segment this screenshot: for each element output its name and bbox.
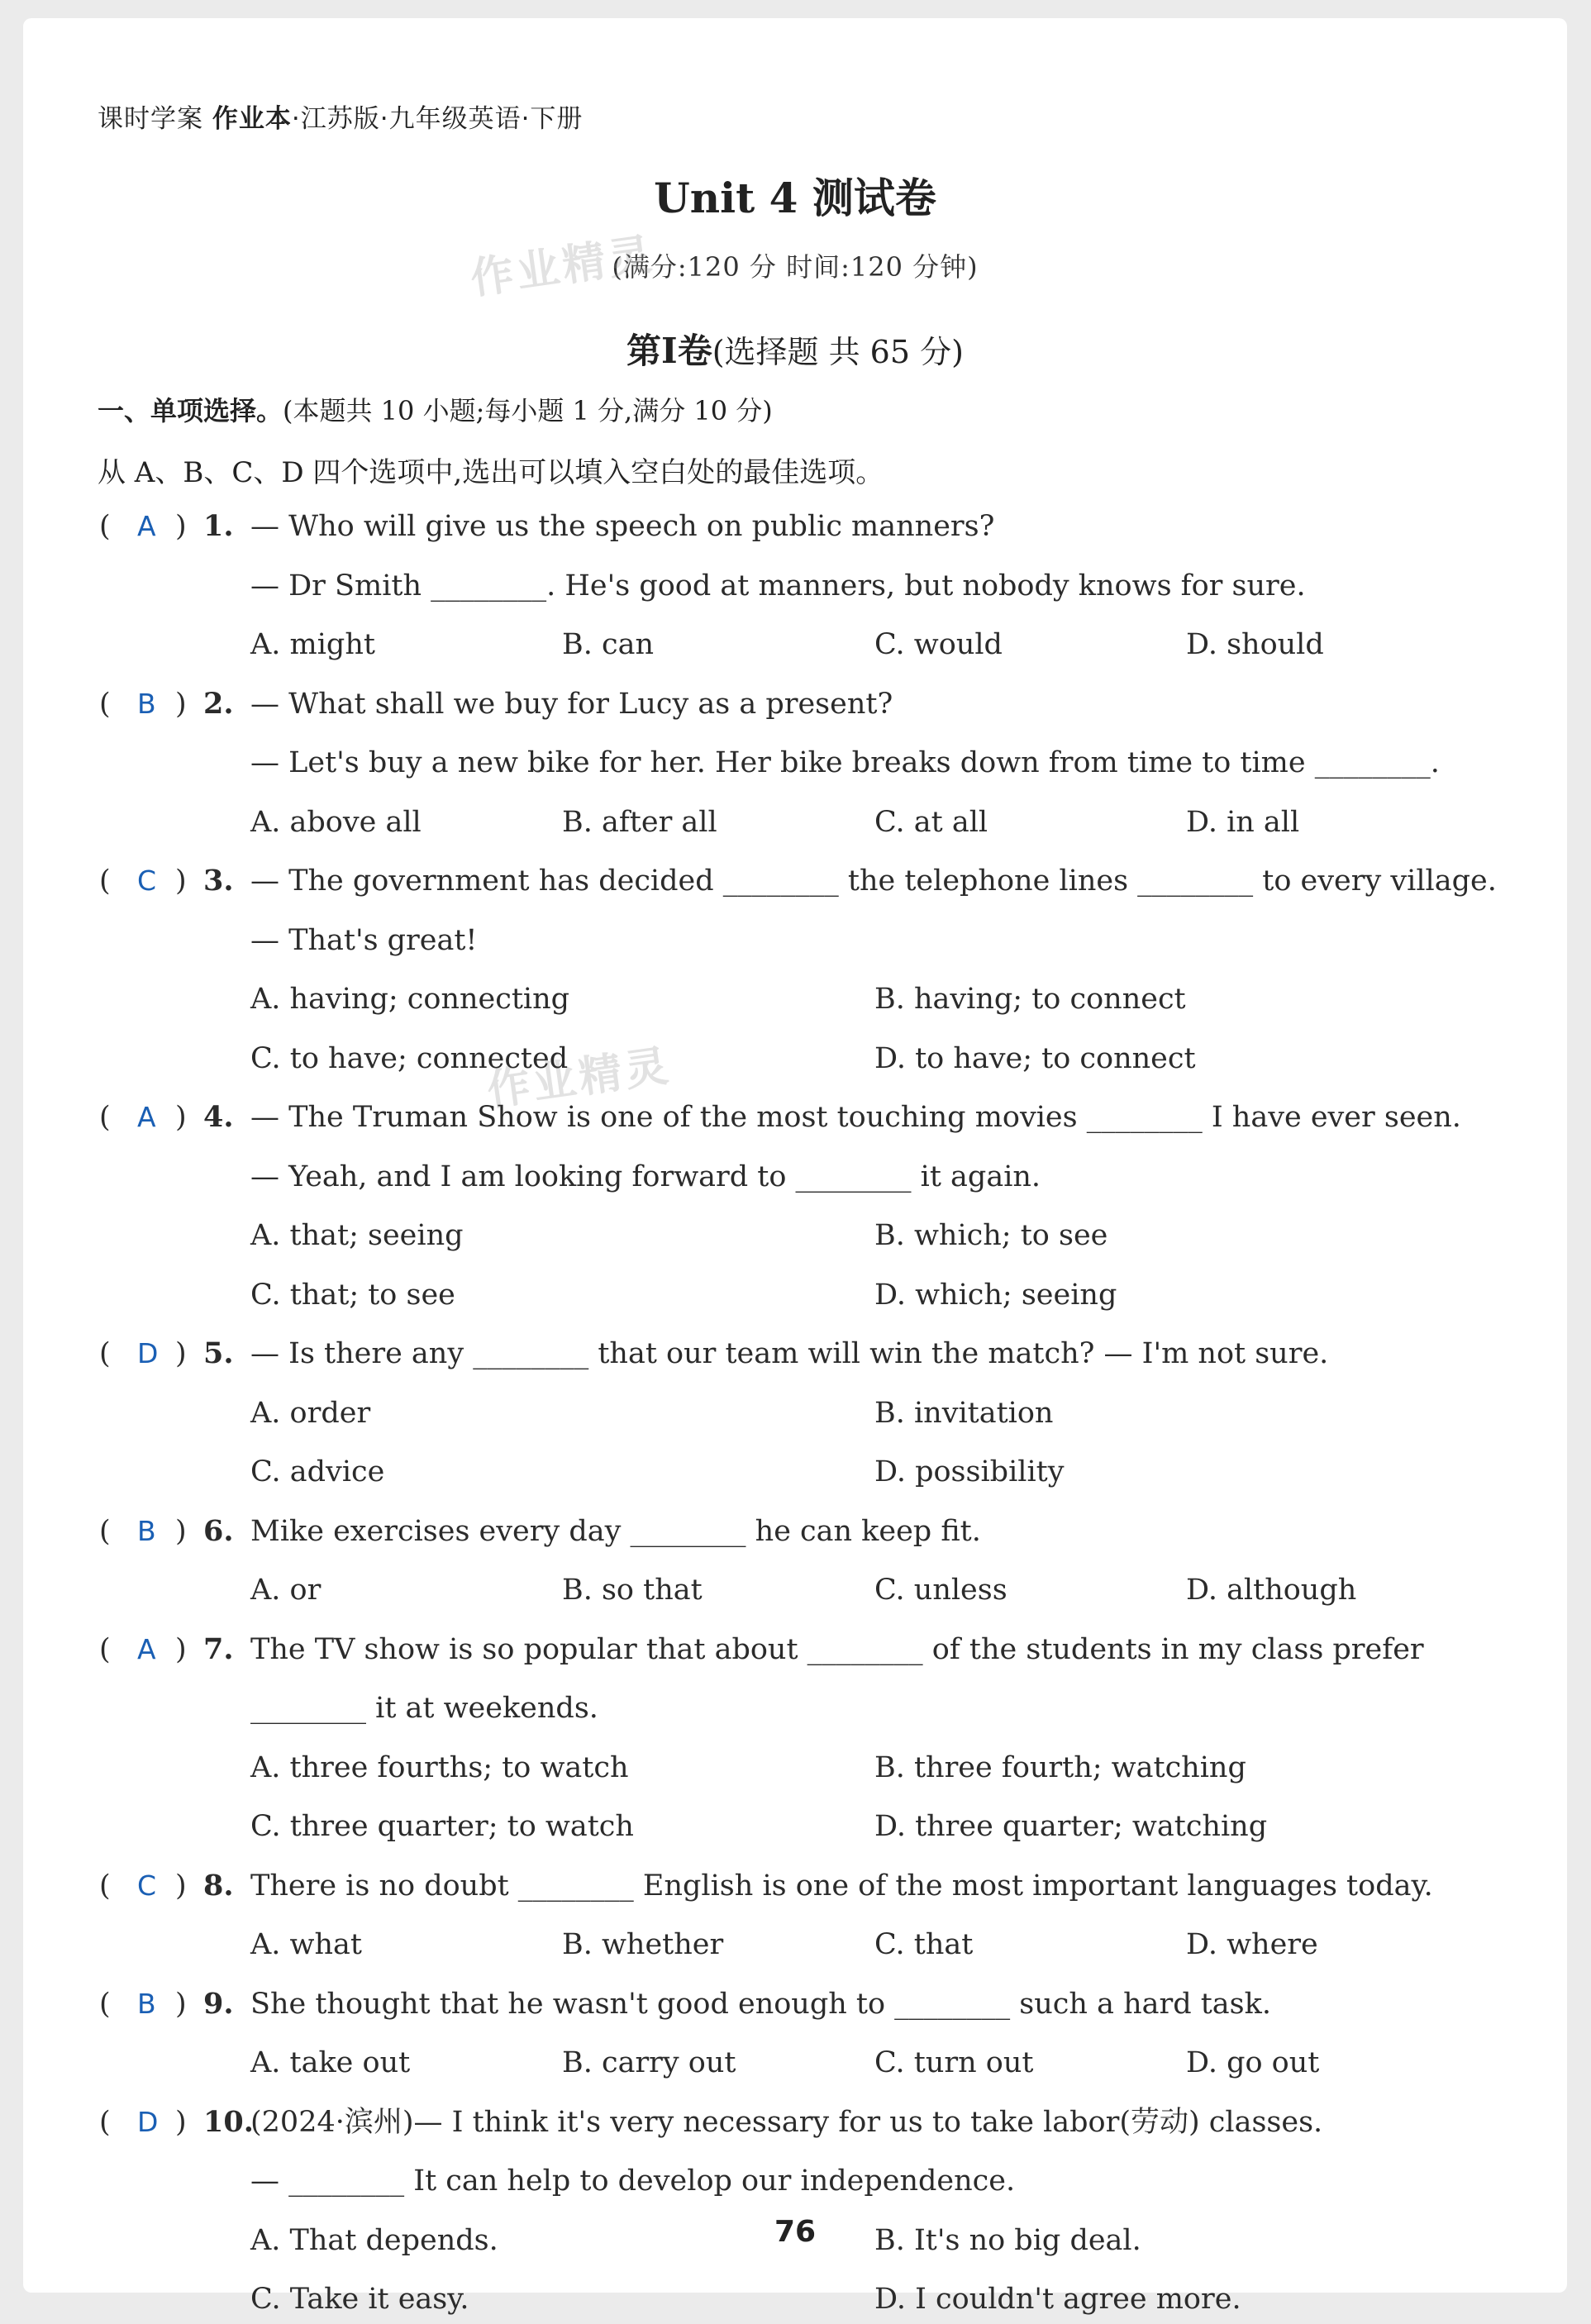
answer-letter: C [137,864,157,897]
right-paren: ) [175,1514,187,1548]
option-c[interactable]: C. that; to see [250,1278,455,1312]
option-c[interactable]: C. that [874,1928,974,1961]
question-text: — Let's buy a new bike for her. Her bike breaks down from time to time ________. [250,746,1440,779]
option-c[interactable]: C. Take it easy. [250,2283,469,2316]
section-desc: (本题共 10 小题;每小题 1 分,满分 10 分) [283,395,773,426]
option-a[interactable]: A. order [250,1396,371,1430]
options-row [23,1034,1567,1083]
option-d[interactable]: D. should [1186,628,1324,661]
option-a[interactable]: A. having; connecting [250,983,570,1016]
question-text: — The government has decided ________ the telephone lines ________ to every village. [250,864,1497,898]
option-a[interactable]: A. might [250,628,375,661]
question-text: — Yeah, and I am looking forward to ________ it again. [250,1160,1041,1193]
options-row [23,974,1567,1024]
option-d[interactable]: D. possibility [874,1455,1065,1488]
right-paren: ) [175,1101,187,1134]
option-b[interactable]: B. so that [562,1574,703,1607]
right-paren: ) [175,864,187,898]
options-row [23,798,1567,847]
book-series: 课时学案 [98,104,203,134]
question-line [23,2156,1567,2206]
right-paren: ) [175,687,187,721]
answer-letter: C [137,1869,157,1902]
option-d[interactable]: D. three quarter; watching [874,1810,1268,1843]
option-b[interactable]: B. invitation [874,1396,1054,1430]
options-row [23,2038,1567,2088]
answer-letter: D [137,2105,159,2138]
option-c[interactable]: C. to have; connected [250,1041,569,1075]
question-number: 6. [203,1513,234,1548]
option-c[interactable]: C. advice [250,1455,385,1488]
left-paren: ( [99,1869,111,1903]
answer-letter: D [137,1337,159,1369]
question-stem [23,1861,1567,1911]
right-paren: ) [175,510,187,543]
question-text: The TV show is so popular that about ________ of the students in my class prefer [250,1632,1424,1666]
answer-letter: A [137,510,156,542]
option-b[interactable]: B. carry out [562,2046,736,2079]
option-a[interactable]: A. what [250,1928,362,1961]
question-number: 5. [203,1336,234,1370]
option-b[interactable]: B. which; to see [874,1219,1108,1252]
workbook-label: 作业本 [212,104,292,134]
options-row [23,1270,1567,1320]
options-row [23,1743,1567,1793]
part-heading [23,324,1567,374]
option-d[interactable]: D. I couldn't agree more. [874,2283,1241,2316]
section-name: 一、单项选择。 [98,395,283,426]
question-text: Mike exercises every day ________ he can keep fit. [250,1514,981,1548]
question-number: 4. [203,1100,234,1134]
options-row [23,1920,1567,1969]
part-name: 第Ⅰ卷 [626,331,712,371]
score-time-info: (满分:120 分 时间:120 分钟) [612,251,979,283]
left-paren: ( [99,687,111,721]
option-a[interactable]: A. That depends. [250,2223,498,2257]
option-a[interactable]: A. or [250,1574,322,1607]
answer-letter: A [137,1101,156,1133]
option-d[interactable]: D. go out [1186,2046,1320,2079]
question-text: (2024·滨州)— I think it's very necessary for us to take labor(劳动) classes. [250,2105,1323,2139]
options-row [23,1211,1567,1260]
option-a[interactable]: A. take out [250,2046,411,2079]
question-stem [23,502,1567,551]
left-paren: ( [99,1987,111,2021]
page-number: 76 [774,2215,817,2249]
question-text: She thought that he wasn't good enough to ________ such a hard task. [250,1987,1271,2021]
option-a[interactable]: A. above all [250,805,422,839]
options-row [23,2274,1567,2324]
question-stem [23,2098,1567,2147]
left-paren: ( [99,1337,111,1370]
question-text: — That's great! [250,923,478,957]
question-stem [23,1979,1567,2029]
option-c[interactable]: C. at all [874,805,988,839]
question-text: — Dr Smith ________. He's good at manners, but nobody knows for sure. [250,569,1306,602]
left-paren: ( [99,1101,111,1134]
question-number: 7. [203,1631,234,1666]
left-paren: ( [99,2105,111,2139]
section-heading [98,390,773,428]
option-c[interactable]: C. three quarter; to watch [250,1810,634,1843]
option-b[interactable]: B. three fourth; watching [874,1750,1246,1784]
edition-label: ·江苏版·九年级英语·下册 [291,104,584,134]
question-stem [23,679,1567,729]
question-text: ________ it at weekends. [250,1692,598,1725]
right-paren: ) [175,1337,187,1370]
option-a[interactable]: A. three fourths; to watch [250,1750,629,1784]
option-a[interactable]: A. that; seeing [250,1219,464,1252]
question-line [23,1683,1567,1733]
watermark-logo: 作业精灵 [483,1041,674,1117]
question-number: 8. [203,1868,234,1903]
option-c[interactable]: C. would [874,628,1003,661]
question-line [23,916,1567,965]
options-row [23,1802,1567,1851]
option-d[interactable]: D. although [1186,1574,1357,1607]
option-c[interactable]: C. unless [874,1574,1007,1607]
answer-letter: B [137,1987,156,2020]
question-text: — ________ It can help to develop our independence. [250,2164,1016,2198]
left-paren: ( [99,864,111,898]
options-row [23,1447,1567,1497]
page-title: Unit 4 测试卷 [654,174,936,222]
watermark-logo: 作业精灵 [467,229,658,305]
right-paren: ) [175,2105,187,2139]
options-row [23,620,1567,669]
left-paren: ( [99,510,111,543]
option-d[interactable]: D. which; seeing [874,1278,1117,1312]
option-c[interactable]: C. turn out [874,2046,1034,2079]
answer-letter: B [137,1514,156,1547]
question-text: — The Truman Show is one of the most touching movies ________ I have ever seen. [250,1101,1461,1134]
question-stem [23,856,1567,906]
right-paren: ) [175,1632,187,1666]
answer-letter: B [137,687,156,720]
options-row [23,1565,1567,1615]
question-number: 3. [203,864,234,898]
left-paren: ( [99,1632,111,1666]
right-paren: ) [175,1987,187,2021]
question-line [23,1152,1567,1202]
option-b[interactable]: B. after all [562,805,717,839]
question-text: — What shall we buy for Lucy as a present? [250,687,893,721]
option-b[interactable]: B. It's no big deal. [874,2223,1141,2257]
instruction-text: 从 A、B、C、D 四个选项中,选出可以填入空白处的最佳选项。 [98,456,884,489]
option-d[interactable]: D. in all [1186,805,1300,839]
question-number: 1. [203,509,234,543]
question-text: — Who will give us the speech on public manners? [250,510,995,543]
question-number: 9. [203,1986,234,2021]
options-row [23,1388,1567,1438]
question-line [23,738,1567,788]
option-d[interactable]: D. to have; to connect [874,1041,1196,1075]
question-number: 10. [203,2104,254,2139]
answer-letter: A [137,1632,156,1665]
question-line [23,561,1567,611]
option-b[interactable]: B. whether [562,1928,724,1961]
question-text: There is no doubt ________ English is one of the most important languages today. [250,1869,1433,1903]
question-stem [23,1625,1567,1674]
question-stem [23,1329,1567,1379]
question-number: 2. [203,686,234,721]
question-stem [23,1507,1567,1556]
option-b[interactable]: B. having; to connect [874,983,1186,1016]
option-b[interactable]: B. can [562,628,654,661]
left-paren: ( [99,1514,111,1548]
question-text: — Is there any ________ that our team will win the match? — I'm not sure. [250,1337,1329,1370]
question-stem [23,1093,1567,1142]
worksheet-page [23,18,1567,2316]
book-header [98,98,583,135]
right-paren: ) [175,1869,187,1903]
part-desc: (选择题 共 65 分) [712,334,964,370]
option-d[interactable]: D. where [1186,1928,1318,1961]
